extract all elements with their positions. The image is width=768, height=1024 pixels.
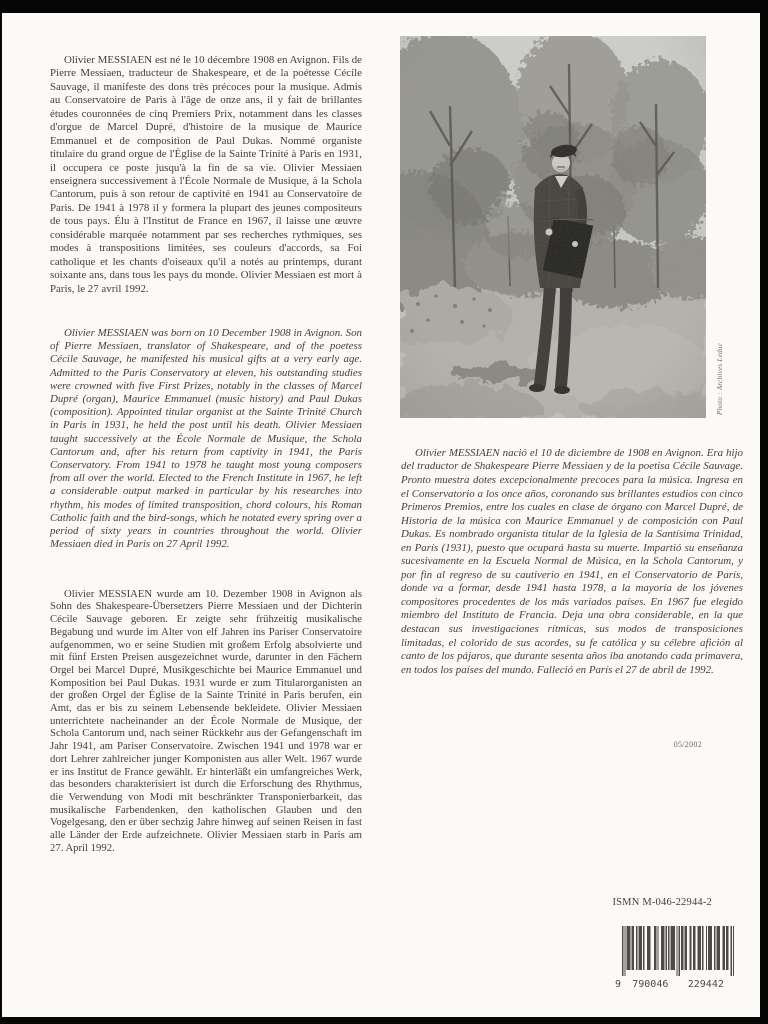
edition-date: 05/2002: [673, 740, 702, 749]
bio-paragraph-german: Olivier MESSIAEN wurde am 10. Dezember 1908 in Avignon als Sohn des Shakespeare-Übersetzers Pierre Messiaen und der Dichterin Cécile Sauvage geboren. Er zeigte sehr frühzeitig musikalische Begabung und wurde im Alter von elf Jahren ins Pariser Conservatoire aufgenommen, wo er seine Studien mit großem Erfolg absolvierte und mit fünf Ersten Preisen ausgezeichnet wurde, darunter in den Fächern Orgel bei Marcel Dupré, Musikgeschichte bei Maurice Emmanuel und Komposition bei Paul Dukas. 1931 wurde er zum Titularorganisten an der großen Orgel der Église de la Sainte Trinité in Paris berufen, ein Amt, das er bis zu seinem Lebensende bekleidete. Olivier Messiaen unterrichtete nacheinander an der École Normale de Musique, der Schola Cantorum und, nach seiner Rückkehr aus der Gefangenschaft im Jahr 1941, am Pariser Conservatoire. Zwischen 1941 und 1978 war er dort Lehrer zahlreicher junger Komponisten aus aller Welt. 1967 wurde er ins Institut de France gewählt. Er hinterläßt ein umfangreiches Werk, das besonders charakterisiert ist durch die Erforschung des Rhythmus, die Verwendung von Modi mit beschränkter Transponierbarkeit, das musikalische Farbendenken, den katholischen Glauben und den Vogelgesang, den er über sechzig Jahre hinweg auf seinen Reisen in fast alle Länder der Erde aufzeichnete. Olivier Messiaen starb in Paris am 27. April 1992.: [50, 587, 362, 854]
photo-vignette: [400, 36, 706, 418]
svg-text:790046: 790046: [632, 979, 669, 990]
bio-paragraph-english: Olivier MESSIAEN was born on 10 December 1908 in Avignon. Son of Pierre Messiaen, translator of Shakespeare, and of the poetess Cécile Sauvage, he manifested his musical gifts at a very early age. Admitted to the Paris Conservatory at eleven, his outstanding studies were crowned with five First Prizes, notably in the classes of Marcel Dupré (organ), Maurice Emmanuel (music history) and Paul Dukas (composition). Appointed titular organist at the Sainte Trinité Church in Paris in 1931, he held the post until his death. Olivier Messiaen taught successively at the École Normale de Musique, the Schola Cantorum and, after his return from captivity in 1941, the Paris Conservatory. From 1941 to 1978 he taught most young composers from all over the world. Elected to the French Institute in 1967, he left a considerable output marked in particular by his researches into rhythm, his modes of limited transposition, chord colours, his Roman Catholic faith and the bird-songs, which he notated every spring over a period of sixty years in countries throughout the world. Olivier Messiaen died in Paris on 27 April 1992.: [50, 326, 362, 551]
barcode-digits: [615, 979, 724, 990]
barcode: [614, 926, 738, 992]
photo-credit: Photo : Archives Leduc: [716, 342, 724, 415]
messiaen-photo: [400, 36, 706, 418]
ismn-number: ISMN M-046-22944-2: [612, 897, 712, 908]
bio-paragraph-french: Olivier MESSIAEN est né le 10 décembre 1908 en Avignon. Fils de Pierre Messiaen, traducteur de Shakespeare, et de la poétesse Cécile Sauvage, il manifeste des dons très précoces pour la musique. Admis au Conservatoire de Paris à l'âge de onze ans, il y fait de brillantes études couronnées de cinq Premiers Prix, notamment dans les classes d'orgue de Marcel Dupré, d'histoire de la musique de Maurice Emmanuel et de composition de Paul Dukas. Nommé organiste titulaire du grand orgue de l'Église de la Sainte Trinité à Paris en 1931, il occupera ce poste jusqu'à la fin de sa vie. Olivier Messiaen enseignera successivement à l'École Normale de Musique, à la Schola Cantorum, puis à son retour de captivité en 1941 au Conservatoire de Paris. De 1941 à 1978 il y formera la plupart des jeunes compositeurs de tous pays. Élu à l'Institut de France en 1967, il laisse une œuvre considérable marquée notamment par ses recherches rythmiques, ses modes à transpositions limitées, ses couleurs d'accords, sa Foi catholique et les chants d'oiseaux qu'il a notés au printemps, durant soixante ans, dans tous les pays du monde. Olivier Messiaen est mort à Paris, le 27 avril 1992.: [50, 53, 362, 295]
cover-page: [2, 13, 760, 1017]
bio-paragraph-spanish: Olivier MESSIAEN nació el 10 de diciembre de 1908 en Avignon. Era hijo del traductor de Shakespeare Pierre Messiaen y de la poetisa Cécile Sauvage. Pronto muestra dotes excepcionalmente precoces para la música. Ingresa en el Conservatorio a los once años, coronando sus brillantes estudios con cinco Primeros Premios, entre los cuales en clase de órgano con Marcel Dupré, de Historia de la música con Maurice Emmanuel y de composición con Paul Dukas. Es nombrado organista titular de la Iglesia de la Santísima Trinidad, en París (1931), puesto que ocupará hasta su muerte. Impartió su enseñanza sucesivamente en la Escuela Normal de Música, en la Schola Cantorum, y por fin al regreso de su cautiverio en 1941, en el Conservatorio de París, donde va a formar, desde 1941 hasta 1978, a la mayoría de los jóvenes compositores procedentes de los más variados países. En 1967 fue elegido miembro del Instituto de Francia. Deja una obra considerable, en la que destacan sus investigaciones rítmicas, sus modos de transposiciones limitadas, el colorido de sus acordes, su fe católica y su célebre afición al canto de los pájaros, que durante sesenta años iba anotando cada primavera, en todos los países del mundo. Falleció en París el 27 de abril de 1992.: [401, 446, 743, 676]
barcode-bars: [622, 926, 734, 976]
svg-text:9: 9: [615, 979, 622, 990]
svg-text:229442: 229442: [687, 979, 724, 990]
